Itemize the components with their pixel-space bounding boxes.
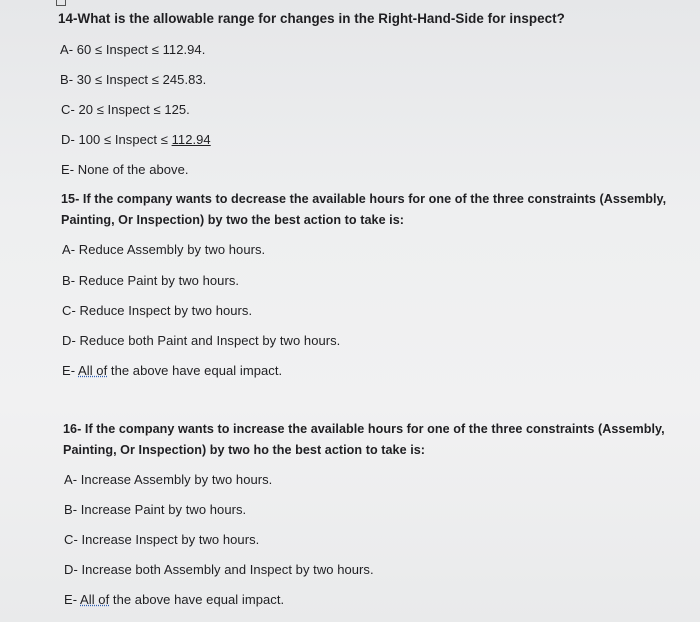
q16-option-e-prefix: E-: [64, 592, 81, 607]
page-corner-mark: [56, 0, 66, 6]
q16-option-d: D- Increase both Assembly and Inspect by two hours.: [64, 562, 374, 577]
q15-option-e-prefix: E-: [62, 363, 79, 378]
q15-option-b: B- Reduce Paint by two hours.: [62, 273, 240, 288]
q15-option-a: A- Reduce Assembly by two hours.: [62, 242, 266, 257]
q14-option-a: A- 60 ≤ Inspect ≤ 112.94.: [60, 42, 206, 57]
q16-option-b: B- Increase Paint by two hours.: [64, 502, 247, 517]
q15-option-e-underlined: All of: [78, 363, 108, 378]
q16-title-line2: Painting, Or Inspection) by two ho the best action to take is:: [63, 443, 426, 457]
q14-title: 14-What is the allowable range for changes in the Right-Hand-Side for inspect?: [58, 11, 565, 26]
q15-option-e: [62, 363, 282, 379]
q16-option-a: A- Increase Assembly by two hours.: [64, 472, 273, 487]
q15-option-e-rest: the above have equal impact.: [107, 363, 283, 378]
q16-option-c: C- Increase Inspect by two hours.: [64, 532, 260, 547]
q14-option-b: B- 30 ≤ Inspect ≤ 245.83.: [60, 72, 207, 87]
q14-option-e: E- None of the above.: [61, 162, 189, 177]
q16-option-e-underlined: All of: [80, 592, 110, 607]
q16-title-line1: 16- If the company wants to increase the available hours for one of the three constraints (Assembly,: [63, 422, 665, 436]
q14-option-d: [61, 132, 211, 148]
q15-title-line2: Painting, Or Inspection) by two the best action to take is:: [61, 213, 405, 227]
q16-option-e-rest: the above have equal impact.: [109, 592, 285, 607]
q15-option-d: D- Reduce both Paint and Inspect by two hours.: [62, 333, 341, 348]
q15-title-line1: 15- If the company wants to decrease the available hours for one of the three constraints (Assembly,: [61, 192, 667, 206]
q14-option-d-value: 112.94: [171, 132, 211, 147]
q16-option-e: [64, 592, 284, 608]
q15-option-c: C- Reduce Inspect by two hours.: [62, 303, 253, 318]
q14-option-c: C- 20 ≤ Inspect ≤ 125.: [61, 102, 190, 117]
q14-option-d-text: D- 100 ≤ Inspect ≤: [61, 132, 172, 147]
